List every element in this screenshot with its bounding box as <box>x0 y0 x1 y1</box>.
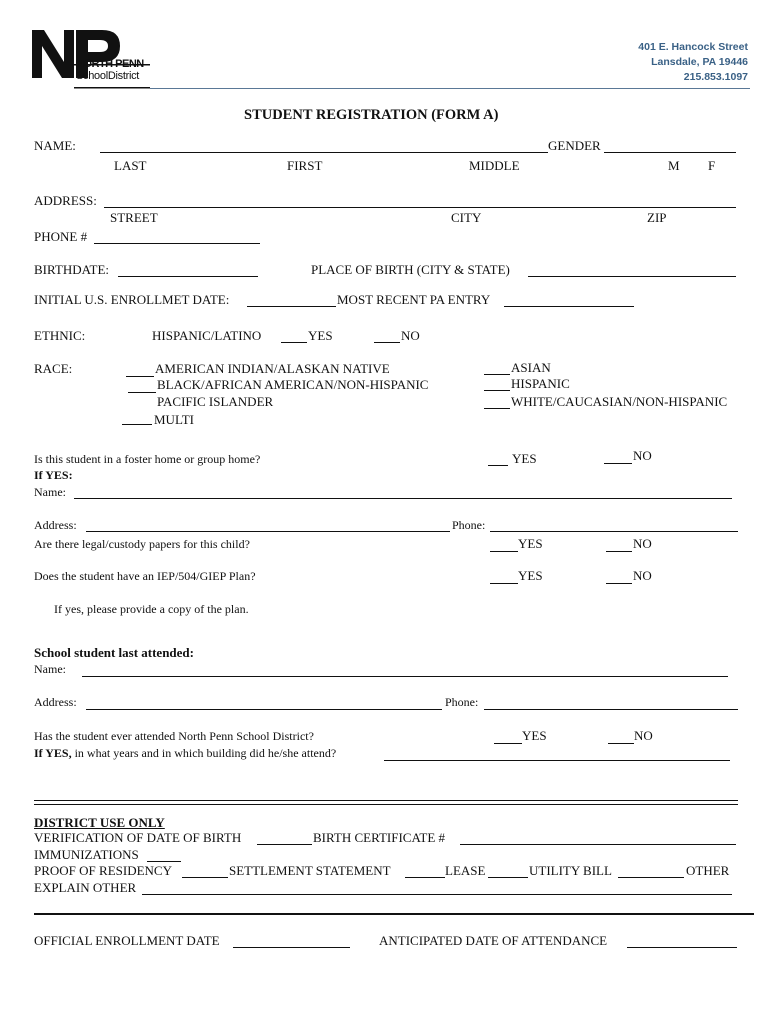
race-black-blank[interactable] <box>128 392 156 393</box>
official-enrollment-field[interactable] <box>233 947 350 948</box>
immunizations-label: IMMUNIZATIONS <box>34 847 139 862</box>
hispanic-no-label: NO <box>401 328 420 343</box>
iep-question: Does the student have an IEP/504/GIEP Plan? <box>34 569 256 583</box>
attended-if-yes <box>34 746 336 761</box>
foster-if-yes: If YES: <box>34 468 73 482</box>
race-hispanic-label: HISPANIC <box>511 376 570 391</box>
district-logo <box>30 28 150 90</box>
custody-yes-label: YES <box>518 536 543 551</box>
race-asian-label: ASIAN <box>511 360 551 375</box>
last-school-phone-field[interactable] <box>484 709 738 710</box>
iep-note: If yes, please provide a copy of the plan. <box>54 602 249 616</box>
pa-entry-field[interactable] <box>504 306 634 307</box>
pa-entry-label: MOST RECENT PA ENTRY <box>337 292 491 307</box>
explain-other-label: EXPLAIN OTHER <box>34 880 137 895</box>
district-address <box>638 40 748 85</box>
custody-yes-blank[interactable] <box>490 551 518 552</box>
race-white-blank[interactable] <box>484 408 510 409</box>
anticipated-date-field[interactable] <box>627 947 737 948</box>
race-ai-blank[interactable] <box>126 376 154 377</box>
form-title: STUDENT REGISTRATION (FORM A) <box>244 107 499 123</box>
attended-question: Has the student ever attended North Penn School District? <box>34 729 314 743</box>
gender-m-caption: M <box>668 158 680 173</box>
hispanic-no-blank[interactable] <box>374 342 400 343</box>
gender-f-caption: F <box>708 158 716 173</box>
foster-question: Is this student in a foster home or group home? <box>34 452 261 466</box>
last-school-name-label: Name: <box>34 662 66 676</box>
immunizations-blank[interactable] <box>147 861 181 862</box>
foster-phone-label: Phone: <box>452 518 486 532</box>
race-multi-blank[interactable] <box>122 424 152 425</box>
header-rule <box>150 88 750 89</box>
name-field[interactable] <box>100 152 548 153</box>
race-pi-label: PACIFIC ISLANDER <box>157 394 274 409</box>
iep-yes-label: YES <box>518 568 543 583</box>
settlement-blank[interactable] <box>405 877 445 878</box>
birthdate-label: BIRTHDATE: <box>34 262 110 277</box>
attended-if-yes-rest: in what years and in which building did he/she attend? <box>74 746 337 760</box>
phone-label: PHONE # <box>34 229 88 244</box>
attended-yes-label: YES <box>522 728 547 743</box>
zip-caption: ZIP <box>647 210 667 225</box>
enroll-date-label: INITIAL U.S. ENROLLMET DATE: <box>34 292 230 307</box>
custody-no-blank[interactable] <box>606 551 632 552</box>
settlement-label: SETTLEMENT STATEMENT <box>229 863 391 878</box>
gender-field[interactable] <box>604 152 736 153</box>
attended-details-field[interactable] <box>384 760 730 761</box>
race-multi-label: MULTI <box>154 412 194 427</box>
footer-rule <box>34 913 754 915</box>
foster-yes-label: YES <box>512 451 537 466</box>
anticipated-date-label: ANTICIPATED DATE OF ATTENDANCE <box>379 933 608 948</box>
race-asian-blank[interactable] <box>484 374 510 375</box>
last-caption: LAST <box>114 158 147 173</box>
gender-label: GENDER <box>548 138 601 153</box>
attended-if-yes-bold: If YES, <box>34 746 72 760</box>
birthplace-field[interactable] <box>528 276 736 277</box>
logo-line2: SchoolDistrict <box>76 70 140 82</box>
district-city: Lansdale, PA 19446 <box>651 56 748 68</box>
district-phone: 215.853.1097 <box>683 71 748 83</box>
utility-blank[interactable] <box>618 877 684 878</box>
city-caption: CITY <box>451 210 482 225</box>
enroll-date-field[interactable] <box>247 306 336 307</box>
residency-blank[interactable] <box>182 877 228 878</box>
birthplace-label: PLACE OF BIRTH (CITY & STATE) <box>311 262 510 277</box>
official-enrollment-label: OFFICIAL ENROLLMENT DATE <box>34 933 220 948</box>
birth-cert-field[interactable] <box>460 844 736 845</box>
attended-no-blank[interactable] <box>608 743 634 744</box>
address-field[interactable] <box>104 207 736 208</box>
foster-no-label: NO <box>633 448 652 463</box>
residency-label: PROOF OF RESIDENCY <box>34 863 172 878</box>
name-label: NAME: <box>34 138 76 153</box>
foster-address-field[interactable] <box>86 531 450 532</box>
lease-blank[interactable] <box>488 877 528 878</box>
race-hispanic-blank[interactable] <box>484 390 510 391</box>
race-black-label: BLACK/AFRICAN AMERICAN/NON-HISPANIC <box>157 377 429 392</box>
address-label: ADDRESS: <box>34 193 97 208</box>
first-caption: FIRST <box>287 158 323 173</box>
ethnic-label: ETHNIC: <box>34 328 86 343</box>
explain-other-field[interactable] <box>142 894 732 895</box>
race-white-label: WHITE/CAUCASIAN/NON-HISPANIC <box>511 394 728 409</box>
last-school-heading: School student last attended: <box>34 645 194 660</box>
section-divider <box>34 800 738 805</box>
hispanic-latino-label: HISPANIC/LATINO <box>152 328 262 343</box>
district-street: 401 E. Hancock Street <box>638 41 748 53</box>
middle-caption: MIDDLE <box>469 158 520 173</box>
attended-no-label: NO <box>634 728 653 743</box>
last-school-name-field[interactable] <box>82 676 728 677</box>
logo-line1: NORTH PENN <box>76 58 144 70</box>
last-school-phone-label: Phone: <box>445 695 479 709</box>
dob-verification-blank[interactable] <box>257 844 312 845</box>
birth-cert-label: BIRTH CERTIFICATE # <box>313 830 446 845</box>
foster-no-blank[interactable] <box>604 463 632 464</box>
iep-no-label: NO <box>633 568 652 583</box>
foster-address-label: Address: <box>34 518 77 532</box>
last-school-address-field[interactable] <box>86 709 442 710</box>
race-ai-label: AMERICAN INDIAN/ALASKAN NATIVE <box>155 361 390 376</box>
iep-yes-blank[interactable] <box>490 583 518 584</box>
other-label: OTHER <box>686 863 730 878</box>
lease-label: LEASE <box>445 863 486 878</box>
utility-label: UTILITY BILL <box>529 863 612 878</box>
hispanic-yes-blank[interactable] <box>281 342 307 343</box>
hispanic-yes-label: YES <box>308 328 333 343</box>
foster-yes-blank[interactable] <box>488 465 508 466</box>
foster-name-label: Name: <box>34 485 66 499</box>
race-label: RACE: <box>34 361 73 376</box>
foster-phone-field[interactable] <box>490 531 738 532</box>
birthdate-field[interactable] <box>118 276 258 277</box>
attended-yes-blank[interactable] <box>494 743 522 744</box>
dob-verification-label: VERIFICATION OF DATE OF BIRTH <box>34 830 242 845</box>
custody-no-label: NO <box>633 536 652 551</box>
foster-name-field[interactable] <box>74 498 732 499</box>
last-school-address-label: Address: <box>34 695 77 709</box>
custody-question: Are there legal/custody papers for this child? <box>34 537 250 551</box>
district-use-heading: DISTRICT USE ONLY <box>34 815 165 830</box>
street-caption: STREET <box>110 210 158 225</box>
iep-no-blank[interactable] <box>606 583 632 584</box>
phone-field[interactable] <box>94 243 260 244</box>
